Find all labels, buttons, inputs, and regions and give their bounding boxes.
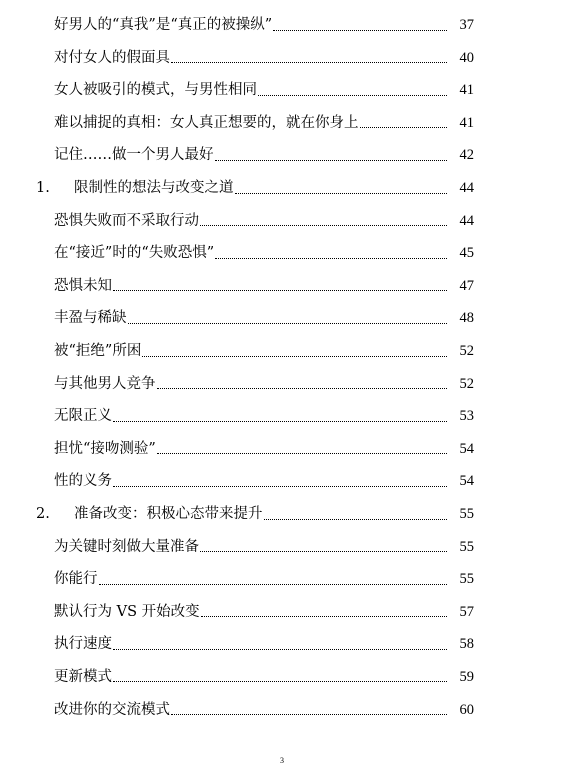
toc-page-number: 55: [459, 538, 474, 555]
toc-page-number: 41: [459, 114, 474, 131]
dot-leader: [273, 29, 447, 31]
toc-entry-title: 你能行: [54, 571, 98, 588]
toc-entry[interactable]: [0, 42, 564, 75]
dot-leader: [171, 713, 447, 715]
toc-entry-title: 无限正义: [54, 408, 112, 425]
toc-page-number: 57: [459, 603, 474, 620]
toc-entry[interactable]: [0, 270, 564, 303]
toc-entry[interactable]: [0, 596, 564, 629]
dot-leader: [113, 420, 447, 422]
toc-entry[interactable]: [0, 205, 564, 238]
dot-leader: [258, 94, 447, 96]
toc-entry[interactable]: [0, 335, 564, 368]
toc-page-number: 44: [459, 212, 474, 229]
toc-entry[interactable]: [0, 628, 564, 661]
toc-entry[interactable]: [0, 237, 564, 270]
toc-entry[interactable]: [0, 139, 564, 172]
toc-entry-title: 更新模式: [54, 668, 112, 685]
toc-entry[interactable]: [0, 693, 564, 726]
toc-entry-title: 性的义务: [54, 473, 112, 490]
toc-entry[interactable]: [0, 661, 564, 694]
toc-page-number: 52: [459, 375, 474, 392]
dot-leader: [215, 159, 448, 161]
toc-entry-title: 改进你的交流模式: [54, 701, 170, 718]
toc-page-number: 59: [459, 668, 474, 685]
toc-page-number: 55: [459, 505, 474, 522]
dot-leader: [157, 452, 447, 454]
dot-leader: [235, 192, 448, 194]
toc-entry-title: 在“接近”时的“失败恐惧”: [54, 245, 215, 262]
toc-page-number: 53: [459, 408, 474, 425]
toc-entry-title: 女人被吸引的模式，与男性相同: [54, 82, 257, 99]
dot-leader: [360, 126, 448, 128]
dot-leader: [128, 322, 448, 324]
toc-entry[interactable]: [0, 433, 564, 466]
toc-page-number: 44: [459, 180, 474, 197]
toc-page-number: 47: [459, 277, 474, 294]
toc-chapter-number: 1.: [36, 180, 50, 197]
dot-leader: [200, 550, 447, 552]
toc-entry-title: 好男人的“真我”是“真正的被操纵”: [54, 17, 273, 34]
toc-entry[interactable]: [0, 563, 564, 596]
toc-page-number: 48: [459, 310, 474, 327]
dot-leader: [264, 518, 448, 520]
toc-page-number: 45: [459, 245, 474, 262]
toc-entry-title: 丰盈与稀缺: [54, 310, 127, 327]
toc-entry-title: 默认行为 VS 开始改变: [54, 603, 200, 620]
toc-page-number: 54: [459, 440, 474, 457]
toc-page-number: 54: [459, 473, 474, 490]
toc-entry-title: 被“拒绝”所困: [54, 342, 142, 359]
toc-entry-title: 与其他男人竞争: [54, 375, 156, 392]
toc-page-number: 52: [459, 342, 474, 359]
toc-chapter-entry[interactable]: [0, 172, 564, 205]
toc-entry[interactable]: [0, 9, 564, 42]
toc-entry[interactable]: [0, 107, 564, 140]
toc-page-number: 58: [459, 636, 474, 653]
toc-entry-title: 为关键时刻做大量准备: [54, 538, 199, 555]
toc-entry-title: 执行速度: [54, 636, 112, 653]
table-of-contents: [0, 9, 564, 726]
dot-leader: [200, 224, 447, 226]
toc-page-number: 37: [459, 17, 474, 34]
toc-entry-title: 恐惧未知: [54, 277, 112, 294]
dot-leader: [215, 257, 447, 259]
dot-leader: [113, 648, 447, 650]
toc-entry[interactable]: [0, 302, 564, 335]
dot-leader: [99, 583, 448, 585]
toc-entry[interactable]: [0, 465, 564, 498]
toc-page-number: 55: [459, 571, 474, 588]
dot-leader: [113, 289, 447, 291]
dot-leader: [113, 485, 447, 487]
toc-entry[interactable]: [0, 531, 564, 564]
toc-chapter-number: 2.: [36, 505, 50, 522]
toc-entry-title: 记住……做一个男人最好: [54, 147, 214, 164]
dot-leader: [157, 387, 448, 389]
toc-entry-title: 难以捕捉的真相：女人真正想要的，就在你身上: [54, 114, 359, 131]
toc-entry[interactable]: [0, 400, 564, 433]
toc-entry-title: 担忧“接吻测验”: [54, 440, 156, 457]
toc-entry-title: 恐惧失败而不采取行动: [54, 212, 199, 229]
toc-entry-title: 对付女人的假面具: [54, 49, 170, 66]
toc-page-number: 60: [459, 701, 474, 718]
dot-leader: [142, 355, 447, 357]
toc-chapter-entry[interactable]: [0, 498, 564, 531]
toc-entry[interactable]: [0, 368, 564, 401]
toc-entry-title: 限制性的想法与改变之道: [74, 180, 234, 197]
toc-page-number: 42: [459, 147, 474, 164]
toc-entry[interactable]: [0, 74, 564, 107]
toc-page-number: 40: [459, 49, 474, 66]
dot-leader: [113, 680, 447, 682]
page-number-footer: 3: [280, 756, 284, 765]
toc-entry-title: 准备改变：积极心态带来提升: [74, 505, 263, 522]
dot-leader: [201, 615, 447, 617]
toc-page-number: 41: [459, 82, 474, 99]
dot-leader: [171, 61, 447, 63]
